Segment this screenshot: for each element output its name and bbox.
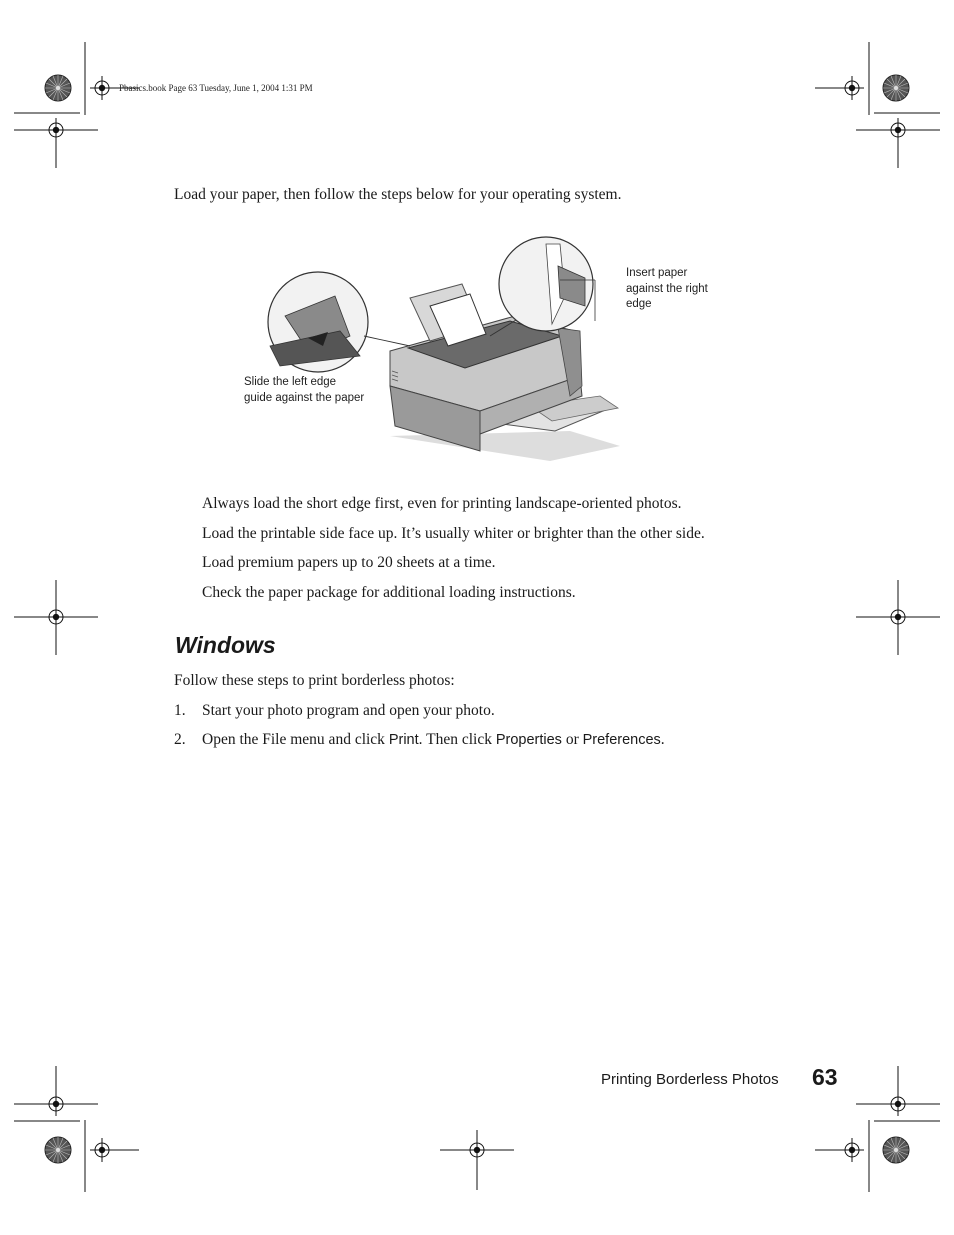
step-item [174, 702, 495, 720]
section-intro: Follow these steps to print borderless photos: [174, 672, 455, 689]
callout-left: Slide the left edge guide against the paper [244, 376, 365, 404]
step-item: 2. Open the File menu and click Print. Then click Properties or Preferences. [174, 731, 665, 748]
ui-term-preferences: Preferences [582, 732, 661, 748]
list-item: Load the printable side face up. It’s usually whiter or brighter than the other side. [202, 525, 705, 542]
step-text: Start your photo program and open your photo. [202, 702, 495, 719]
footer-chapter-title: Printing Borderless Photos [601, 1071, 779, 1088]
callout-right: Insert paper against the right edge [626, 267, 708, 310]
section-heading: Windows [175, 632, 276, 658]
step-text: Open the File menu and click [202, 731, 389, 748]
list-item: Check the paper package for additional loading instructions. [202, 584, 576, 601]
page-number: 63 [812, 1064, 838, 1090]
ui-term-properties: Properties [495, 732, 562, 748]
list-item: Load premium papers up to 20 sheets at a time. [202, 554, 496, 571]
step-number: 1. [174, 702, 186, 719]
printer-figure [240, 236, 730, 466]
list-item: Always load the short edge first, even for printing landscape-oriented photos. [202, 495, 682, 512]
intro-paragraph: Load your paper, then follow the steps below for your operating system. [174, 186, 622, 203]
ui-term-print: Print [388, 732, 419, 748]
print-slug: Pbasics.book Page 63 Tuesday, June 1, 2004 1:31 PM [119, 83, 313, 93]
step-number: 2. [174, 731, 186, 748]
